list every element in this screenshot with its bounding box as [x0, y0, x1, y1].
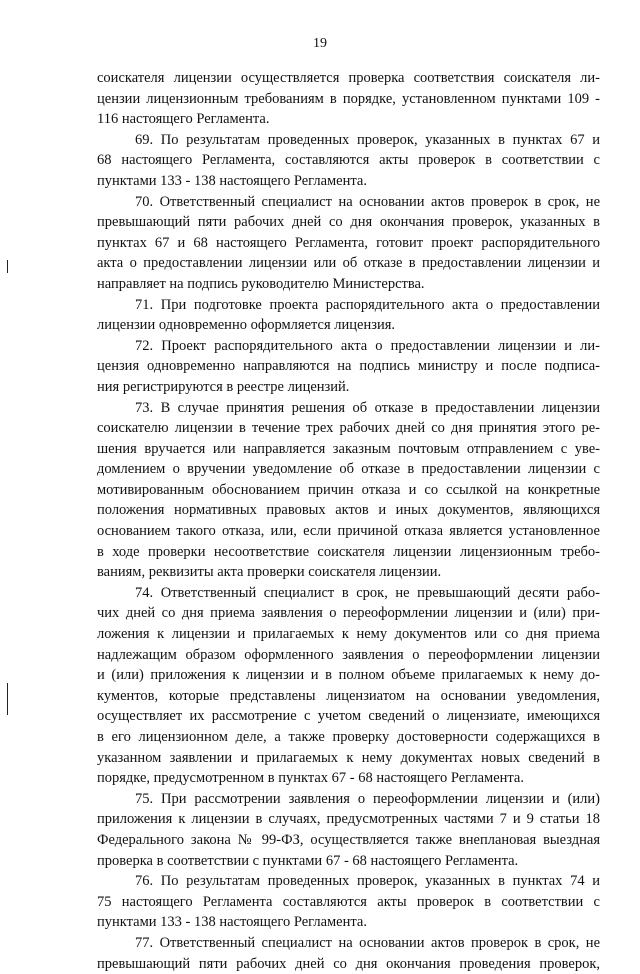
text-line: 73. В случае принятия решения об отказе в предоставлении лицензии — [135, 399, 600, 416]
text-line: направляет на подпись руководителю Министерства. — [97, 275, 425, 292]
text-line: домлением о вручении уведомление об отказе в предоставлении лицензии с — [97, 461, 600, 478]
text-line: надлежащим образом оформленного заявления о переоформлении лицензии — [97, 646, 600, 663]
text-line: цензии лицензионным требованиям в порядке, установленном пунктами 109 - — [97, 90, 600, 107]
text-line: 76. По результатам проведенных проверок, указанных в пунктах 74 и — [135, 873, 600, 890]
text-line: 116 настоящего Регламента. — [97, 111, 270, 128]
text-line: 75 настоящего Регламента составляются акты проверок в соответствии с — [97, 893, 600, 910]
text-line: порядке, предусмотренном в пунктах 67 - 68 настоящего Регламента. — [97, 770, 524, 787]
text-line: 75. При рассмотрении заявления о переоформлении лицензии и (или) — [135, 790, 600, 807]
text-line: акта о предоставлении лицензии или об отказе в предоставлении лицензии и — [97, 255, 600, 272]
text-line: 71. При подготовке проекта распорядительного акта о предоставлении — [135, 296, 600, 313]
text-line: цензия одновременно направляются на подпись министру и после подписа- — [97, 358, 600, 375]
text-line: 77. Ответственный специалист на основании актов проверок в срок, не — [135, 934, 600, 951]
text-line: 68 настоящего Регламента, составляются акты проверок в соответствии с — [97, 152, 600, 169]
text-line: 72. Проект распорядительного акта о предоставлении лицензии и ли- — [135, 337, 600, 354]
text-line: пунктах 67 и 68 настоящего Регламента, готовит проект распорядительного — [97, 234, 600, 251]
text-line: соискателя лицензии осуществляется проверка соответствия соискателя ли- — [97, 70, 600, 86]
text-line: чих дней со дня приема заявления о переоформлении лицензии и (или) при- — [97, 605, 600, 622]
text-line: ложения к лицензии и прилагаемых к нему документов или со дня приема — [97, 626, 600, 643]
text-line: 70. Ответственный специалист на основании актов проверок в срок, не — [135, 193, 600, 210]
text-line: ваниям, реквизиты акта проверки соискателя лицензии. — [97, 564, 442, 581]
document-body — [97, 68, 600, 974]
text-line: кументов, которые представлены лицензиатом на основании уведомления, — [97, 687, 600, 704]
text-line: в ходе проверки несоответствие соискателя лицензии лицензионным требо- — [97, 543, 600, 560]
text-line: приложения к лицензии в случаях, предусмотренных частями 7 и 9 статьи 18 — [97, 811, 600, 828]
text-line: основанием такого отказа, или, если причиной отказа является установленное — [97, 523, 600, 540]
text-line: в его лицензионном деле, а также проверку достоверности содержащихся в — [97, 729, 600, 745]
text-line: положения нормативных правовых актов и иных документов, являющихся — [97, 502, 600, 519]
margin-mark — [7, 683, 8, 715]
text-line: пунктами 133 - 138 настоящего Регламента. — [97, 172, 367, 189]
text-line: проверка в соответствии с пунктами 67 - 68 настоящего Регламента. — [97, 852, 519, 869]
text-line: превышающий пяти рабочих дней со дня окончания проведения проверок, — [97, 955, 600, 972]
text-line: лицензии одновременно оформляется лицензия. — [97, 317, 396, 334]
page-number: 19 — [313, 36, 327, 51]
text-line: 74. Ответственный специалист в срок, не превышающий десяти рабо- — [135, 584, 600, 601]
text-line: шения вручается или направляется заказным почтовым отправлением с уве- — [97, 440, 600, 457]
text-line: превышающий пяти рабочих дней со дня окончания проверок, указанных в — [97, 214, 600, 231]
text-line: мотивированным обоснованием причин отказа и со ссылкой на конкретные — [97, 481, 600, 498]
text-line: указанном заявлении и прилагаемых к нему документах новых сведений в — [97, 749, 600, 766]
text-line: 69. По результатам проведенных проверок, указанных в пунктах 67 и — [135, 131, 600, 148]
text-line: пунктами 133 - 138 настоящего Регламента. — [97, 914, 367, 931]
text-line: Федерального закона № 99-ФЗ, осуществляется также внеплановая выездная — [97, 831, 600, 848]
text-line: ния регистрируются в реестре лицензий. — [97, 378, 350, 395]
text-line: соискателю лицензии в течение трех рабочих дней со дня принятия этого ре- — [97, 420, 600, 437]
text-line: и (или) приложения к лицензии и в полном объеме прилагаемых к нему до- — [97, 667, 600, 684]
margin-mark — [7, 260, 8, 273]
text-line: осуществляет их рассмотрение с учетом сведений о лицензиате, имеющихся — [97, 708, 600, 725]
